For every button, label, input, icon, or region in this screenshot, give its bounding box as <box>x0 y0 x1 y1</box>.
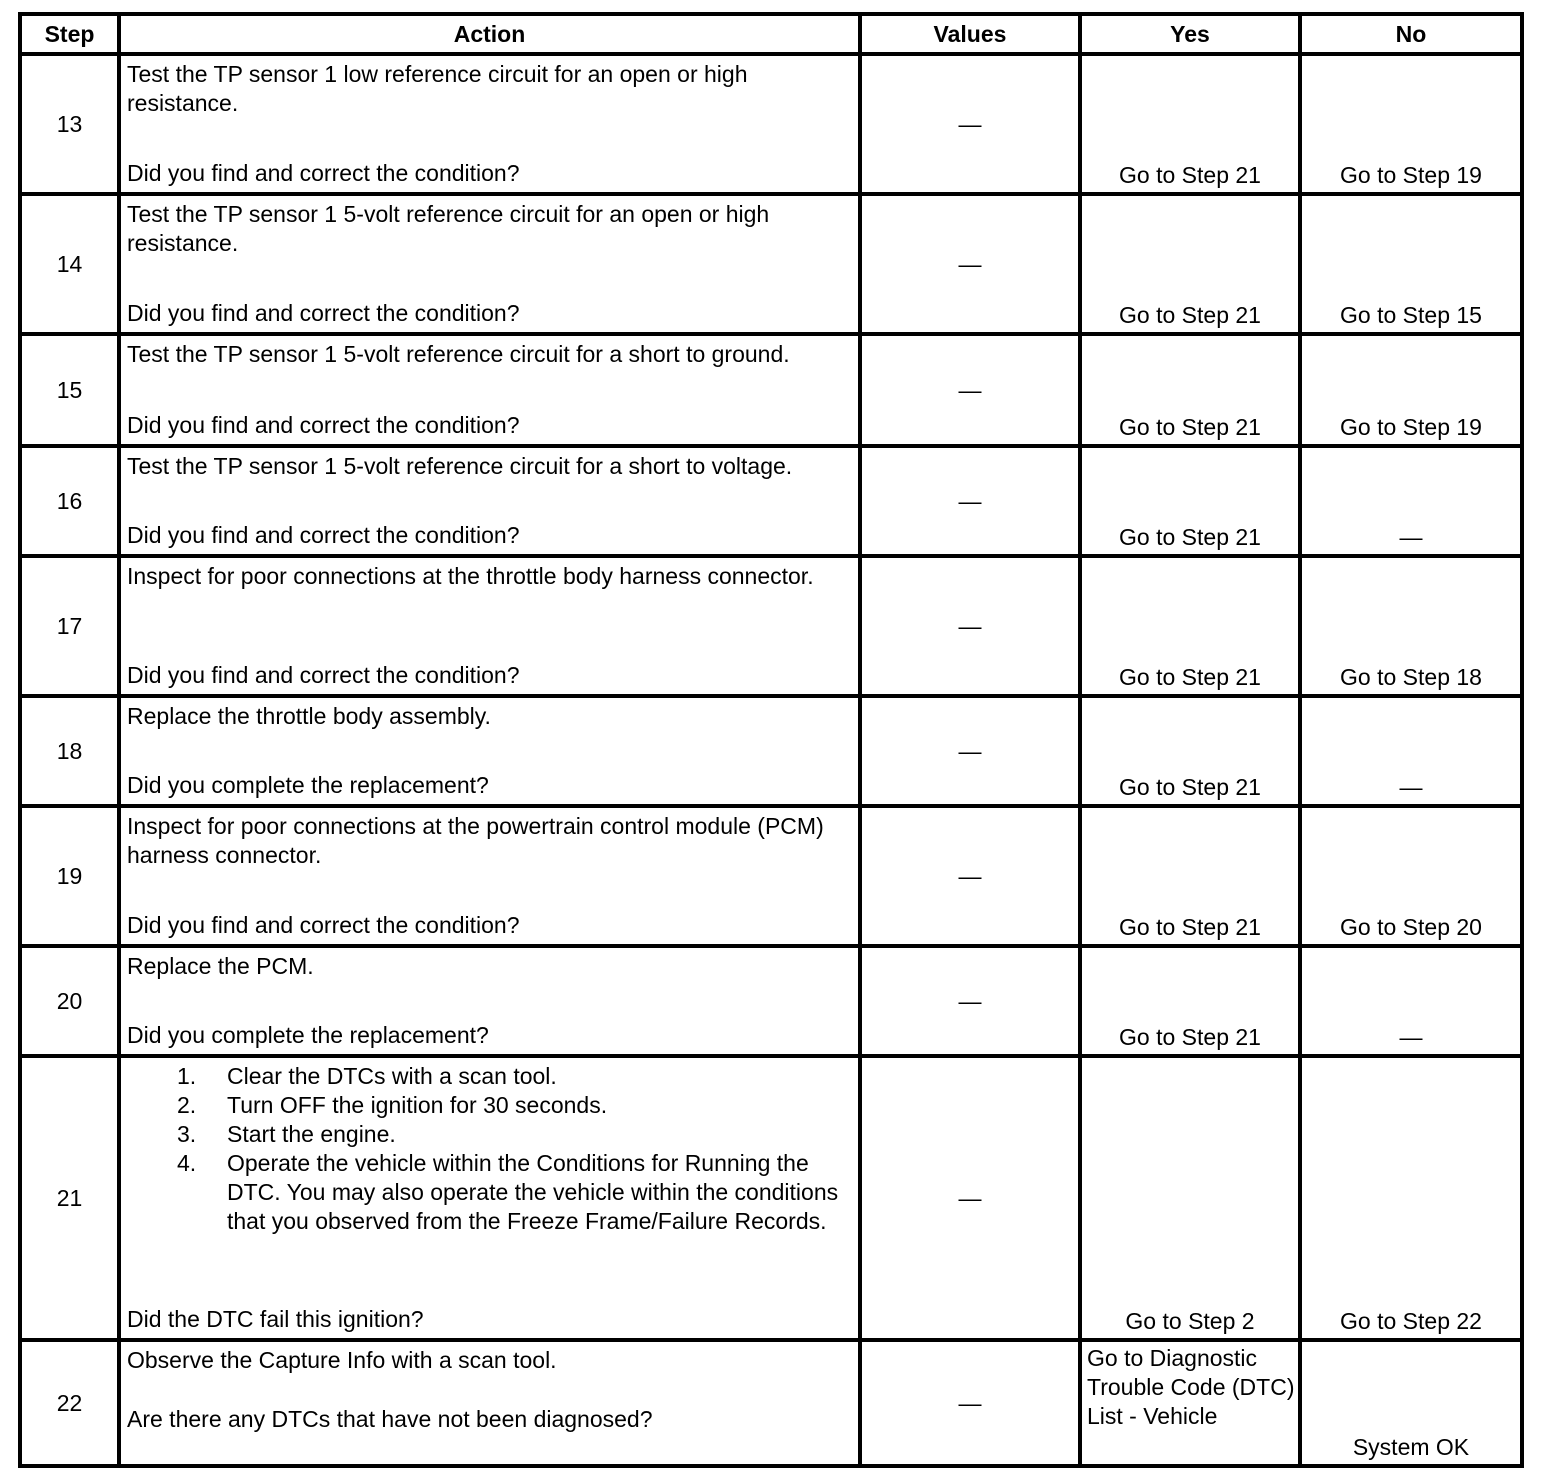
no-cell: Go to Step 18 <box>1300 556 1522 696</box>
yes-cell: Go to Step 21 <box>1080 54 1300 194</box>
action-question: Did you find and correct the condition? <box>127 300 520 326</box>
action-question: Did you find and correct the condition? <box>127 522 520 548</box>
values-cell: — <box>860 946 1080 1056</box>
action-cell <box>119 1056 860 1340</box>
yes-cell: Go to Diagnostic Trouble Code (DTC) List - Vehicle <box>1080 1340 1300 1466</box>
action-text: Replace the PCM. <box>127 953 314 979</box>
values-cell: — <box>860 806 1080 946</box>
yes-cell: Go to Step 2 <box>1080 1056 1300 1340</box>
list-item-number: 1. <box>177 1063 197 1089</box>
action-cell <box>119 194 860 334</box>
step-number: 21 <box>20 1056 119 1340</box>
list-item-text: Clear the DTCs with a scan tool. <box>227 1063 557 1089</box>
no-cell: — <box>1300 446 1522 556</box>
no-cell: Go to Step 19 <box>1300 54 1522 194</box>
step-number: 17 <box>20 556 119 696</box>
list-item-number: 3. <box>177 1121 197 1147</box>
values-cell: — <box>860 696 1080 806</box>
no-cell: — <box>1300 696 1522 806</box>
step-number: 20 <box>20 946 119 1056</box>
list-item-number: 4. <box>177 1150 197 1176</box>
action-cell <box>119 946 860 1056</box>
action-text: Inspect for poor connections at the powertrain control module (PCM) harness connector. <box>127 813 824 868</box>
action-text: Test the TP sensor 1 5-volt reference circuit for a short to ground. <box>127 341 790 367</box>
yes-cell: Go to Step 21 <box>1080 446 1300 556</box>
values-cell: — <box>860 334 1080 446</box>
no-cell: Go to Step 19 <box>1300 334 1522 446</box>
table-row <box>20 1056 1522 1340</box>
yes-cell: Go to Step 21 <box>1080 334 1300 446</box>
action-question: Did the DTC fail this ignition? <box>127 1306 424 1332</box>
action-question: Did you find and correct the condition? <box>127 160 520 186</box>
step-number: 22 <box>20 1340 119 1466</box>
header-step: Step <box>20 14 119 54</box>
list-item <box>177 1062 852 1091</box>
action-text: Replace the throttle body assembly. <box>127 703 491 729</box>
action-text: Inspect for poor connections at the throttle body harness connector. <box>127 563 814 589</box>
yes-cell: Go to Step 21 <box>1080 194 1300 334</box>
action-cell <box>119 696 860 806</box>
list-item-number: 2. <box>177 1092 197 1118</box>
list-item <box>177 1149 852 1236</box>
diagnostic-table <box>18 12 1524 1468</box>
list-item-text: Turn OFF the ignition for 30 seconds. <box>227 1092 608 1118</box>
yes-cell: Go to Step 21 <box>1080 696 1300 806</box>
action-cell <box>119 806 860 946</box>
header-no: No <box>1300 14 1522 54</box>
step-number: 16 <box>20 446 119 556</box>
action-cell <box>119 1340 860 1466</box>
no-cell: Go to Step 22 <box>1300 1056 1522 1340</box>
table-row <box>20 194 1522 334</box>
action-cell <box>119 54 860 194</box>
action-question: Did you complete the replacement? <box>127 772 489 798</box>
no-cell: Go to Step 20 <box>1300 806 1522 946</box>
action-text: Observe the Capture Info with a scan tool. <box>127 1347 557 1373</box>
step-number: 18 <box>20 696 119 806</box>
header-row <box>20 14 1522 54</box>
step-number: 15 <box>20 334 119 446</box>
action-cell <box>119 556 860 696</box>
header-yes: Yes <box>1080 14 1300 54</box>
yes-cell: Go to Step 21 <box>1080 946 1300 1056</box>
action-text: Test the TP sensor 1 5-volt reference circuit for an open or high resistance. <box>127 201 770 256</box>
values-cell: — <box>860 1056 1080 1340</box>
values-cell: — <box>860 54 1080 194</box>
table-row <box>20 946 1522 1056</box>
diagnostic-table-container <box>18 12 1524 1468</box>
table-row <box>20 556 1522 696</box>
action-cell <box>119 446 860 556</box>
values-cell: — <box>860 446 1080 556</box>
no-cell: Go to Step 15 <box>1300 194 1522 334</box>
table-row <box>20 696 1522 806</box>
action-text: Test the TP sensor 1 low reference circuit for an open or high resistance. <box>127 61 748 116</box>
action-question: Are there any DTCs that have not been diagnosed? <box>127 1406 653 1432</box>
values-cell: — <box>860 556 1080 696</box>
values-cell: — <box>860 194 1080 334</box>
table-row <box>20 806 1522 946</box>
step-number: 13 <box>20 54 119 194</box>
table-row <box>20 54 1522 194</box>
table-row <box>20 1340 1522 1466</box>
action-question: Did you find and correct the condition? <box>127 662 520 688</box>
values-cell: — <box>860 1340 1080 1466</box>
step-number: 14 <box>20 194 119 334</box>
header-action: Action <box>119 14 860 54</box>
yes-cell: Go to Step 21 <box>1080 556 1300 696</box>
procedure-list <box>127 1062 852 1236</box>
step-number: 19 <box>20 806 119 946</box>
no-cell: — <box>1300 946 1522 1056</box>
header-values: Values <box>860 14 1080 54</box>
table-row <box>20 334 1522 446</box>
yes-cell: Go to Step 21 <box>1080 806 1300 946</box>
list-item-text: Start the engine. <box>227 1121 396 1147</box>
action-question: Did you complete the replacement? <box>127 1022 489 1048</box>
action-cell <box>119 334 860 446</box>
action-question: Did you find and correct the condition? <box>127 412 520 438</box>
action-text: Test the TP sensor 1 5-volt reference circuit for a short to voltage. <box>127 453 793 479</box>
list-item-text: Operate the vehicle within the Conditions for Running the DTC. You may also operate the vehicle within the conditions that you observed from the Freeze Frame/Failure Records. <box>227 1150 839 1234</box>
action-question: Did you find and correct the condition? <box>127 912 520 938</box>
no-cell: System OK <box>1300 1340 1522 1466</box>
list-item <box>177 1091 852 1120</box>
table-row <box>20 446 1522 556</box>
list-item <box>177 1120 852 1149</box>
